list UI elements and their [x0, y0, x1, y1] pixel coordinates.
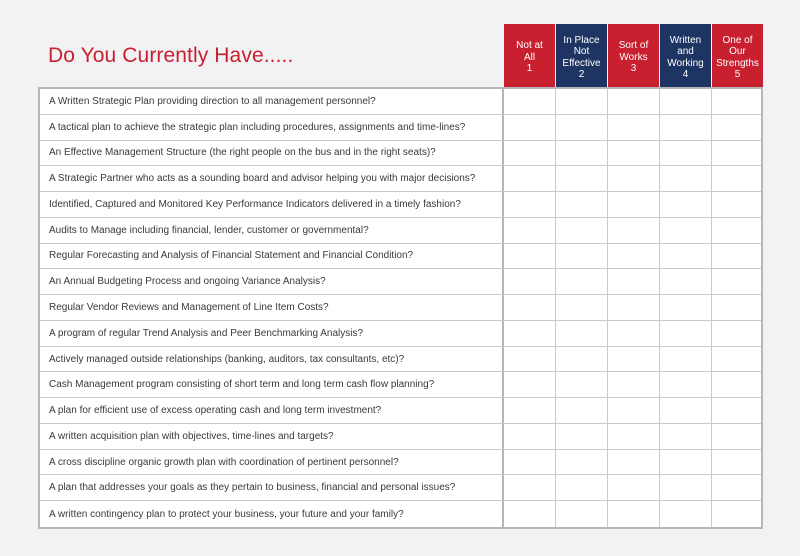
rating-cell-3[interactable] — [608, 450, 660, 475]
table-row — [40, 347, 761, 373]
rating-cell-4[interactable] — [660, 347, 712, 372]
rating-cell-5[interactable] — [712, 192, 761, 217]
rating-cell-4[interactable] — [660, 115, 712, 140]
question-text: Audits to Manage including financial, lender, customer or governmental? — [40, 218, 504, 243]
table-row — [40, 141, 761, 167]
rating-cell-2[interactable] — [556, 398, 608, 423]
rating-header-5 — [712, 24, 763, 87]
rating-cell-3[interactable] — [608, 372, 660, 397]
rating-cell-1[interactable] — [504, 372, 556, 397]
rating-cell-3[interactable] — [608, 475, 660, 500]
rating-cell-3[interactable] — [608, 141, 660, 166]
rating-cell-3[interactable] — [608, 347, 660, 372]
rating-cell-1[interactable] — [504, 141, 556, 166]
rating-cell-3[interactable] — [608, 398, 660, 423]
rating-cell-5[interactable] — [712, 141, 761, 166]
rating-cell-1[interactable] — [504, 244, 556, 269]
rating-cell-5[interactable] — [712, 166, 761, 191]
question-text: A cross discipline organic growth plan with coordination of pertinent personnel? — [40, 450, 504, 475]
rating-cell-3[interactable] — [608, 89, 660, 114]
question-text: A written contingency plan to protect your business, your future and your family? — [40, 501, 504, 527]
table-row — [40, 321, 761, 347]
rating-cell-2[interactable] — [556, 347, 608, 372]
rating-cell-1[interactable] — [504, 398, 556, 423]
rating-cell-2[interactable] — [556, 244, 608, 269]
rating-header-label: Not at All 1 — [516, 40, 543, 75]
question-text: A plan that addresses your goals as they pertain to business, financial and personal issues? — [40, 475, 504, 500]
rating-cell-5[interactable] — [712, 424, 761, 449]
table-row — [40, 89, 761, 115]
question-text: Cash Management program consisting of short term and long term cash flow planning? — [40, 372, 504, 397]
question-text: A tactical plan to achieve the strategic plan including procedures, assignments and time-lines? — [40, 115, 504, 140]
table-row — [40, 269, 761, 295]
rating-header-label: Written and Working 4 — [667, 34, 704, 80]
rating-cell-2[interactable] — [556, 321, 608, 346]
rating-cell-3[interactable] — [608, 218, 660, 243]
rating-cell-5[interactable] — [712, 347, 761, 372]
rating-cell-2[interactable] — [556, 372, 608, 397]
rating-cell-1[interactable] — [504, 450, 556, 475]
page-title: Do You Currently Have..... — [48, 44, 294, 67]
question-text: A Strategic Partner who acts as a sounding board and advisor helping you with major decisions? — [40, 166, 504, 191]
table-row — [40, 475, 761, 501]
rating-cell-3[interactable] — [608, 424, 660, 449]
rating-cell-4[interactable] — [660, 424, 712, 449]
rating-cell-5[interactable] — [712, 269, 761, 294]
rating-cell-4[interactable] — [660, 475, 712, 500]
rating-cell-4[interactable] — [660, 372, 712, 397]
rating-header-label: One of Our Strengths 5 — [716, 34, 759, 80]
assessment-table — [38, 87, 763, 529]
rating-cell-1[interactable] — [504, 115, 556, 140]
rating-cell-4[interactable] — [660, 450, 712, 475]
rating-cell-4[interactable] — [660, 321, 712, 346]
rating-cell-5[interactable] — [712, 450, 761, 475]
table-row — [40, 372, 761, 398]
question-text: Regular Forecasting and Analysis of Financial Statement and Financial Condition? — [40, 244, 504, 269]
rating-cell-4[interactable] — [660, 89, 712, 114]
rating-cell-2[interactable] — [556, 269, 608, 294]
table-row — [40, 450, 761, 476]
rating-cell-5[interactable] — [712, 115, 761, 140]
rating-cell-2[interactable] — [556, 475, 608, 500]
table-row — [40, 501, 761, 527]
rating-cell-5[interactable] — [712, 244, 761, 269]
rating-cell-4[interactable] — [660, 141, 712, 166]
table-row — [40, 424, 761, 450]
rating-cell-4[interactable] — [660, 269, 712, 294]
rating-cell-2[interactable] — [556, 450, 608, 475]
rating-cell-2[interactable] — [556, 295, 608, 320]
rating-cell-5[interactable] — [712, 475, 761, 500]
rating-header-label: In Place Not Effective 2 — [562, 34, 601, 80]
question-text: A plan for efficient use of excess operating cash and long term investment? — [40, 398, 504, 423]
question-text: An Effective Management Structure (the right people on the bus and in the right seats)? — [40, 141, 504, 166]
rating-cell-1[interactable] — [504, 192, 556, 217]
rating-cell-4[interactable] — [660, 501, 712, 527]
rating-cell-3[interactable] — [608, 115, 660, 140]
rating-cell-2[interactable] — [556, 501, 608, 527]
rating-cell-3[interactable] — [608, 269, 660, 294]
rating-cell-2[interactable] — [556, 166, 608, 191]
rating-cell-2[interactable] — [556, 115, 608, 140]
rating-cell-2[interactable] — [556, 218, 608, 243]
table-row — [40, 398, 761, 424]
table-row — [40, 244, 761, 270]
rating-cell-3[interactable] — [608, 192, 660, 217]
rating-cell-3[interactable] — [608, 166, 660, 191]
question-text: An Annual Budgeting Process and ongoing Variance Analysis? — [40, 269, 504, 294]
rating-cell-1[interactable] — [504, 269, 556, 294]
table-row — [40, 192, 761, 218]
rating-cell-4[interactable] — [660, 192, 712, 217]
rating-header-row — [504, 24, 763, 87]
rating-cell-1[interactable] — [504, 501, 556, 527]
rating-cell-3[interactable] — [608, 244, 660, 269]
question-text: A program of regular Trend Analysis and Peer Benchmarking Analysis? — [40, 321, 504, 346]
question-text: A Written Strategic Plan providing direction to all management personnel? — [40, 89, 504, 114]
rating-cell-3[interactable] — [608, 295, 660, 320]
rating-cell-1[interactable] — [504, 347, 556, 372]
table-row — [40, 218, 761, 244]
rating-cell-4[interactable] — [660, 218, 712, 243]
rating-cell-3[interactable] — [608, 321, 660, 346]
table-row — [40, 295, 761, 321]
rating-cell-5[interactable] — [712, 218, 761, 243]
rating-cell-1[interactable] — [504, 424, 556, 449]
rating-cell-5[interactable] — [712, 372, 761, 397]
rating-cell-5[interactable] — [712, 89, 761, 114]
rating-cell-5[interactable] — [712, 501, 761, 527]
question-text: A written acquisition plan with objectives, time-lines and targets? — [40, 424, 504, 449]
rating-header-1 — [504, 24, 555, 87]
rating-cell-4[interactable] — [660, 398, 712, 423]
rating-cell-4[interactable] — [660, 244, 712, 269]
rating-cell-5[interactable] — [712, 398, 761, 423]
question-text: Regular Vendor Reviews and Management of Line Item Costs? — [40, 295, 504, 320]
rating-cell-1[interactable] — [504, 321, 556, 346]
question-text: Identified, Captured and Monitored Key Performance Indicators delivered in a timely fashion? — [40, 192, 504, 217]
table-row — [40, 115, 761, 141]
rating-cell-3[interactable] — [608, 501, 660, 527]
table-row — [40, 166, 761, 192]
rating-cell-2[interactable] — [556, 89, 608, 114]
rating-header-label: Sort of Works 3 — [618, 40, 649, 75]
rating-cell-2[interactable] — [556, 192, 608, 217]
rating-cell-4[interactable] — [660, 295, 712, 320]
question-text: Actively managed outside relationships (banking, auditors, tax consultants, etc)? — [40, 347, 504, 372]
rating-cell-1[interactable] — [504, 166, 556, 191]
rating-header-2 — [556, 24, 607, 87]
rating-cell-2[interactable] — [556, 141, 608, 166]
rating-header-3 — [608, 24, 659, 87]
rating-cell-5[interactable] — [712, 321, 761, 346]
rating-cell-1[interactable] — [504, 295, 556, 320]
rating-cell-1[interactable] — [504, 475, 556, 500]
rating-cell-4[interactable] — [660, 166, 712, 191]
rating-header-4 — [660, 24, 711, 87]
rating-cell-1[interactable] — [504, 218, 556, 243]
rating-cell-5[interactable] — [712, 295, 761, 320]
rating-cell-2[interactable] — [556, 424, 608, 449]
rating-cell-1[interactable] — [504, 89, 556, 114]
